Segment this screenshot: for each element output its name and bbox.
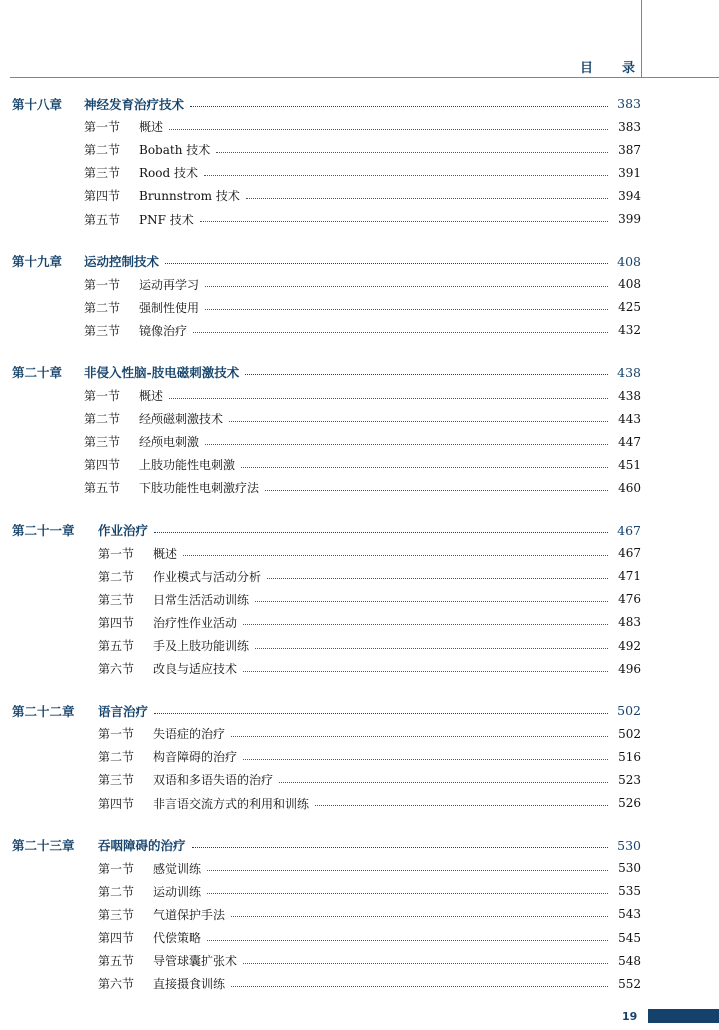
page-number: 19	[622, 1010, 638, 1023]
section-number: 第三节	[84, 323, 121, 338]
section-title: 导管球囊扩张术	[153, 954, 238, 969]
leader-dots	[154, 712, 608, 714]
section-title: 直接摄食训练	[153, 977, 226, 992]
chapter-row[interactable]	[0, 92, 719, 115]
section-number: 第一节	[84, 277, 121, 292]
section-title: 构音障碍的治疗	[153, 750, 238, 765]
leader-dots	[207, 892, 608, 894]
section-number: 第一节	[98, 861, 135, 876]
section-page: 383	[618, 119, 641, 134]
header-title-char-1: 目	[580, 61, 594, 76]
leader-dots	[205, 308, 608, 310]
chapter-page: 408	[617, 253, 641, 269]
section-number: 第三节	[98, 773, 135, 788]
section-row[interactable]	[0, 542, 719, 565]
leader-dots	[169, 128, 608, 130]
section-row[interactable]	[0, 949, 719, 972]
section-number: 第三节	[84, 166, 121, 181]
chapter-page: 467	[617, 522, 641, 538]
section-row[interactable]	[0, 768, 719, 791]
section-number: 第二节	[98, 884, 135, 899]
section-number: 第六节	[98, 977, 135, 992]
leader-dots	[231, 735, 608, 737]
leader-dots	[243, 623, 608, 625]
leader-dots	[207, 939, 608, 941]
leader-dots	[193, 331, 608, 333]
section-row[interactable]	[0, 407, 719, 430]
section-title: 强制性使用	[139, 300, 200, 315]
section-title: 下肢功能性电刺激疗法	[139, 481, 260, 496]
chapter-number: 第二十章	[12, 365, 63, 381]
section-row[interactable]	[0, 792, 719, 815]
section-number: 第二节	[84, 300, 121, 315]
leader-dots	[205, 443, 608, 445]
section-title: 上肢功能性电刺激	[139, 458, 236, 473]
section-title: Brunnstrom 技术	[139, 189, 240, 204]
leader-dots	[243, 962, 608, 964]
leader-dots	[255, 647, 608, 649]
section-row[interactable]	[0, 588, 719, 611]
leader-dots	[192, 846, 608, 848]
leader-dots	[190, 105, 608, 107]
section-title: PNF 技术	[139, 212, 194, 227]
section-number: 第五节	[98, 639, 135, 654]
section-row[interactable]	[0, 657, 719, 680]
chapter-number: 第二十一章	[12, 523, 75, 539]
leader-dots	[255, 600, 608, 602]
section-row[interactable]	[0, 722, 719, 745]
section-number: 第四节	[98, 931, 135, 946]
section-row[interactable]	[0, 857, 719, 880]
section-row[interactable]	[0, 926, 719, 949]
section-page: 391	[618, 165, 641, 180]
chapter-title: 非侵入性脑-肢电磁刺激技术	[84, 365, 240, 381]
section-number: 第五节	[84, 212, 121, 227]
header-vertical-rule	[641, 0, 642, 78]
chapter-block	[0, 519, 719, 681]
chapter-page: 502	[617, 703, 641, 719]
section-title: 运动训练	[153, 884, 202, 899]
section-number: 第二节	[84, 412, 121, 427]
section-row[interactable]	[0, 319, 719, 342]
section-page: 467	[618, 546, 641, 561]
section-row[interactable]	[0, 972, 719, 995]
chapter-number: 第十八章	[12, 96, 63, 112]
section-title: 双语和多语失语的治疗	[153, 773, 274, 788]
section-title: 失语症的治疗	[153, 727, 226, 742]
leader-dots	[243, 758, 608, 760]
header-title-char-2: 录	[621, 61, 635, 76]
chapter-title: 作业治疗	[98, 523, 149, 539]
section-row[interactable]	[0, 903, 719, 926]
chapter-title: 吞咽障碍的治疗	[98, 838, 186, 854]
section-row[interactable]	[0, 476, 719, 499]
section-number: 第六节	[98, 662, 135, 677]
section-number: 第一节	[98, 727, 135, 742]
section-number: 第一节	[84, 389, 121, 404]
section-page: 543	[618, 907, 641, 922]
chapter-row[interactable]	[0, 699, 719, 722]
section-title: 概述	[139, 120, 164, 135]
section-page: 408	[618, 277, 641, 292]
leader-dots	[279, 781, 608, 783]
section-title: 非言语交流方式的利用和训练	[153, 796, 310, 811]
section-number: 第二节	[98, 750, 135, 765]
section-number: 第三节	[98, 592, 135, 607]
section-number: 第五节	[84, 481, 121, 496]
footer-bar	[648, 1009, 719, 1023]
section-page: 443	[618, 411, 641, 426]
leader-dots	[245, 373, 608, 375]
chapter-number: 第十九章	[12, 254, 63, 270]
section-row[interactable]	[0, 634, 719, 657]
leader-dots	[315, 804, 608, 806]
section-page: 535	[618, 884, 641, 899]
section-page: 425	[618, 300, 641, 315]
chapter-block	[0, 361, 719, 500]
section-row[interactable]	[0, 138, 719, 161]
leader-dots	[204, 174, 608, 176]
section-number: 第二节	[98, 569, 135, 584]
section-row[interactable]	[0, 611, 719, 634]
section-row[interactable]	[0, 384, 719, 407]
section-page: 471	[618, 569, 641, 584]
section-page: 496	[618, 661, 641, 676]
chapter-row[interactable]	[0, 519, 719, 542]
section-page: 552	[618, 976, 641, 991]
section-title: 改良与适应技术	[153, 662, 238, 677]
section-title: Rood 技术	[139, 166, 198, 181]
chapter-title: 神经发育治疗技术	[84, 96, 185, 112]
section-title: 作业模式与活动分析	[153, 569, 262, 584]
section-title: Bobath 技术	[139, 143, 211, 158]
section-title: 概述	[153, 546, 178, 561]
chapter-number: 第二十二章	[12, 703, 75, 719]
section-page: 483	[618, 615, 641, 630]
section-title: 代偿策略	[153, 931, 202, 946]
section-title: 经颅磁刺激技术	[139, 412, 224, 427]
section-title: 日常生活活动训练	[153, 592, 250, 607]
section-page: 502	[618, 726, 641, 741]
leader-dots	[229, 420, 608, 422]
leader-dots	[246, 197, 608, 199]
chapter-block	[0, 699, 719, 814]
section-page: 548	[618, 953, 641, 968]
section-page: 399	[618, 212, 641, 227]
section-page: 447	[618, 434, 641, 449]
section-page: 492	[618, 638, 641, 653]
section-number: 第三节	[84, 435, 121, 450]
chapter-title: 语言治疗	[98, 703, 149, 719]
section-number: 第三节	[98, 907, 135, 922]
leader-dots	[165, 262, 608, 264]
chapter-block	[0, 834, 719, 996]
section-row[interactable]	[0, 453, 719, 476]
section-page: 394	[618, 188, 641, 203]
section-title: 概述	[139, 389, 164, 404]
chapter-title: 运动控制技术	[84, 254, 160, 270]
leader-dots	[241, 466, 608, 468]
section-title: 治疗性作业活动	[153, 615, 238, 630]
chapter-row[interactable]	[0, 834, 719, 857]
section-page: 438	[618, 388, 641, 403]
leader-dots	[169, 397, 608, 399]
leader-dots	[183, 554, 608, 556]
section-row[interactable]	[0, 430, 719, 453]
chapter-page: 530	[617, 837, 641, 853]
chapter-row[interactable]	[0, 250, 719, 273]
header-horizontal-rule	[10, 77, 719, 78]
leader-dots	[265, 489, 608, 491]
section-page: 476	[618, 592, 641, 607]
leader-dots	[154, 531, 608, 533]
section-title: 手及上肢功能训练	[153, 639, 250, 654]
section-number: 第四节	[98, 615, 135, 630]
section-row[interactable]	[0, 184, 719, 207]
section-row[interactable]	[0, 296, 719, 319]
section-page: 387	[618, 142, 641, 157]
chapter-page: 438	[617, 364, 641, 380]
leader-dots	[200, 220, 608, 222]
section-page: 460	[618, 480, 641, 495]
chapter-row[interactable]	[0, 361, 719, 384]
section-page: 530	[618, 861, 641, 876]
section-row[interactable]	[0, 565, 719, 588]
table-of-contents	[0, 92, 719, 1014]
section-title: 感觉训练	[153, 861, 202, 876]
section-row[interactable]	[0, 115, 719, 138]
section-row[interactable]	[0, 745, 719, 768]
section-number: 第四节	[84, 458, 121, 473]
section-row[interactable]	[0, 880, 719, 903]
chapter-number: 第二十三章	[12, 838, 75, 854]
section-row[interactable]	[0, 161, 719, 184]
section-number: 第四节	[84, 189, 121, 204]
leader-dots	[231, 915, 608, 917]
leader-dots	[231, 985, 608, 987]
leader-dots	[267, 577, 608, 579]
section-page: 523	[618, 772, 641, 787]
leader-dots	[205, 285, 608, 287]
chapter-page: 383	[617, 96, 641, 112]
section-title: 经颅电刺激	[139, 435, 200, 450]
leader-dots	[243, 670, 608, 672]
section-number: 第五节	[98, 954, 135, 969]
section-row[interactable]	[0, 273, 719, 296]
section-page: 432	[618, 323, 641, 338]
chapter-block	[0, 92, 719, 231]
leader-dots	[216, 151, 608, 153]
section-page: 526	[618, 796, 641, 811]
chapter-block	[0, 250, 719, 342]
section-number: 第二节	[84, 143, 121, 158]
leader-dots	[207, 869, 608, 871]
section-number: 第四节	[98, 796, 135, 811]
section-row[interactable]	[0, 207, 719, 230]
page-header-title	[580, 57, 635, 76]
section-number: 第一节	[98, 546, 135, 561]
section-title: 镜像治疗	[139, 323, 188, 338]
section-page: 545	[618, 930, 641, 945]
section-title: 运动再学习	[139, 277, 200, 292]
section-page: 516	[618, 749, 641, 764]
section-number: 第一节	[84, 120, 121, 135]
section-title: 气道保护手法	[153, 907, 226, 922]
section-page: 451	[618, 457, 641, 472]
